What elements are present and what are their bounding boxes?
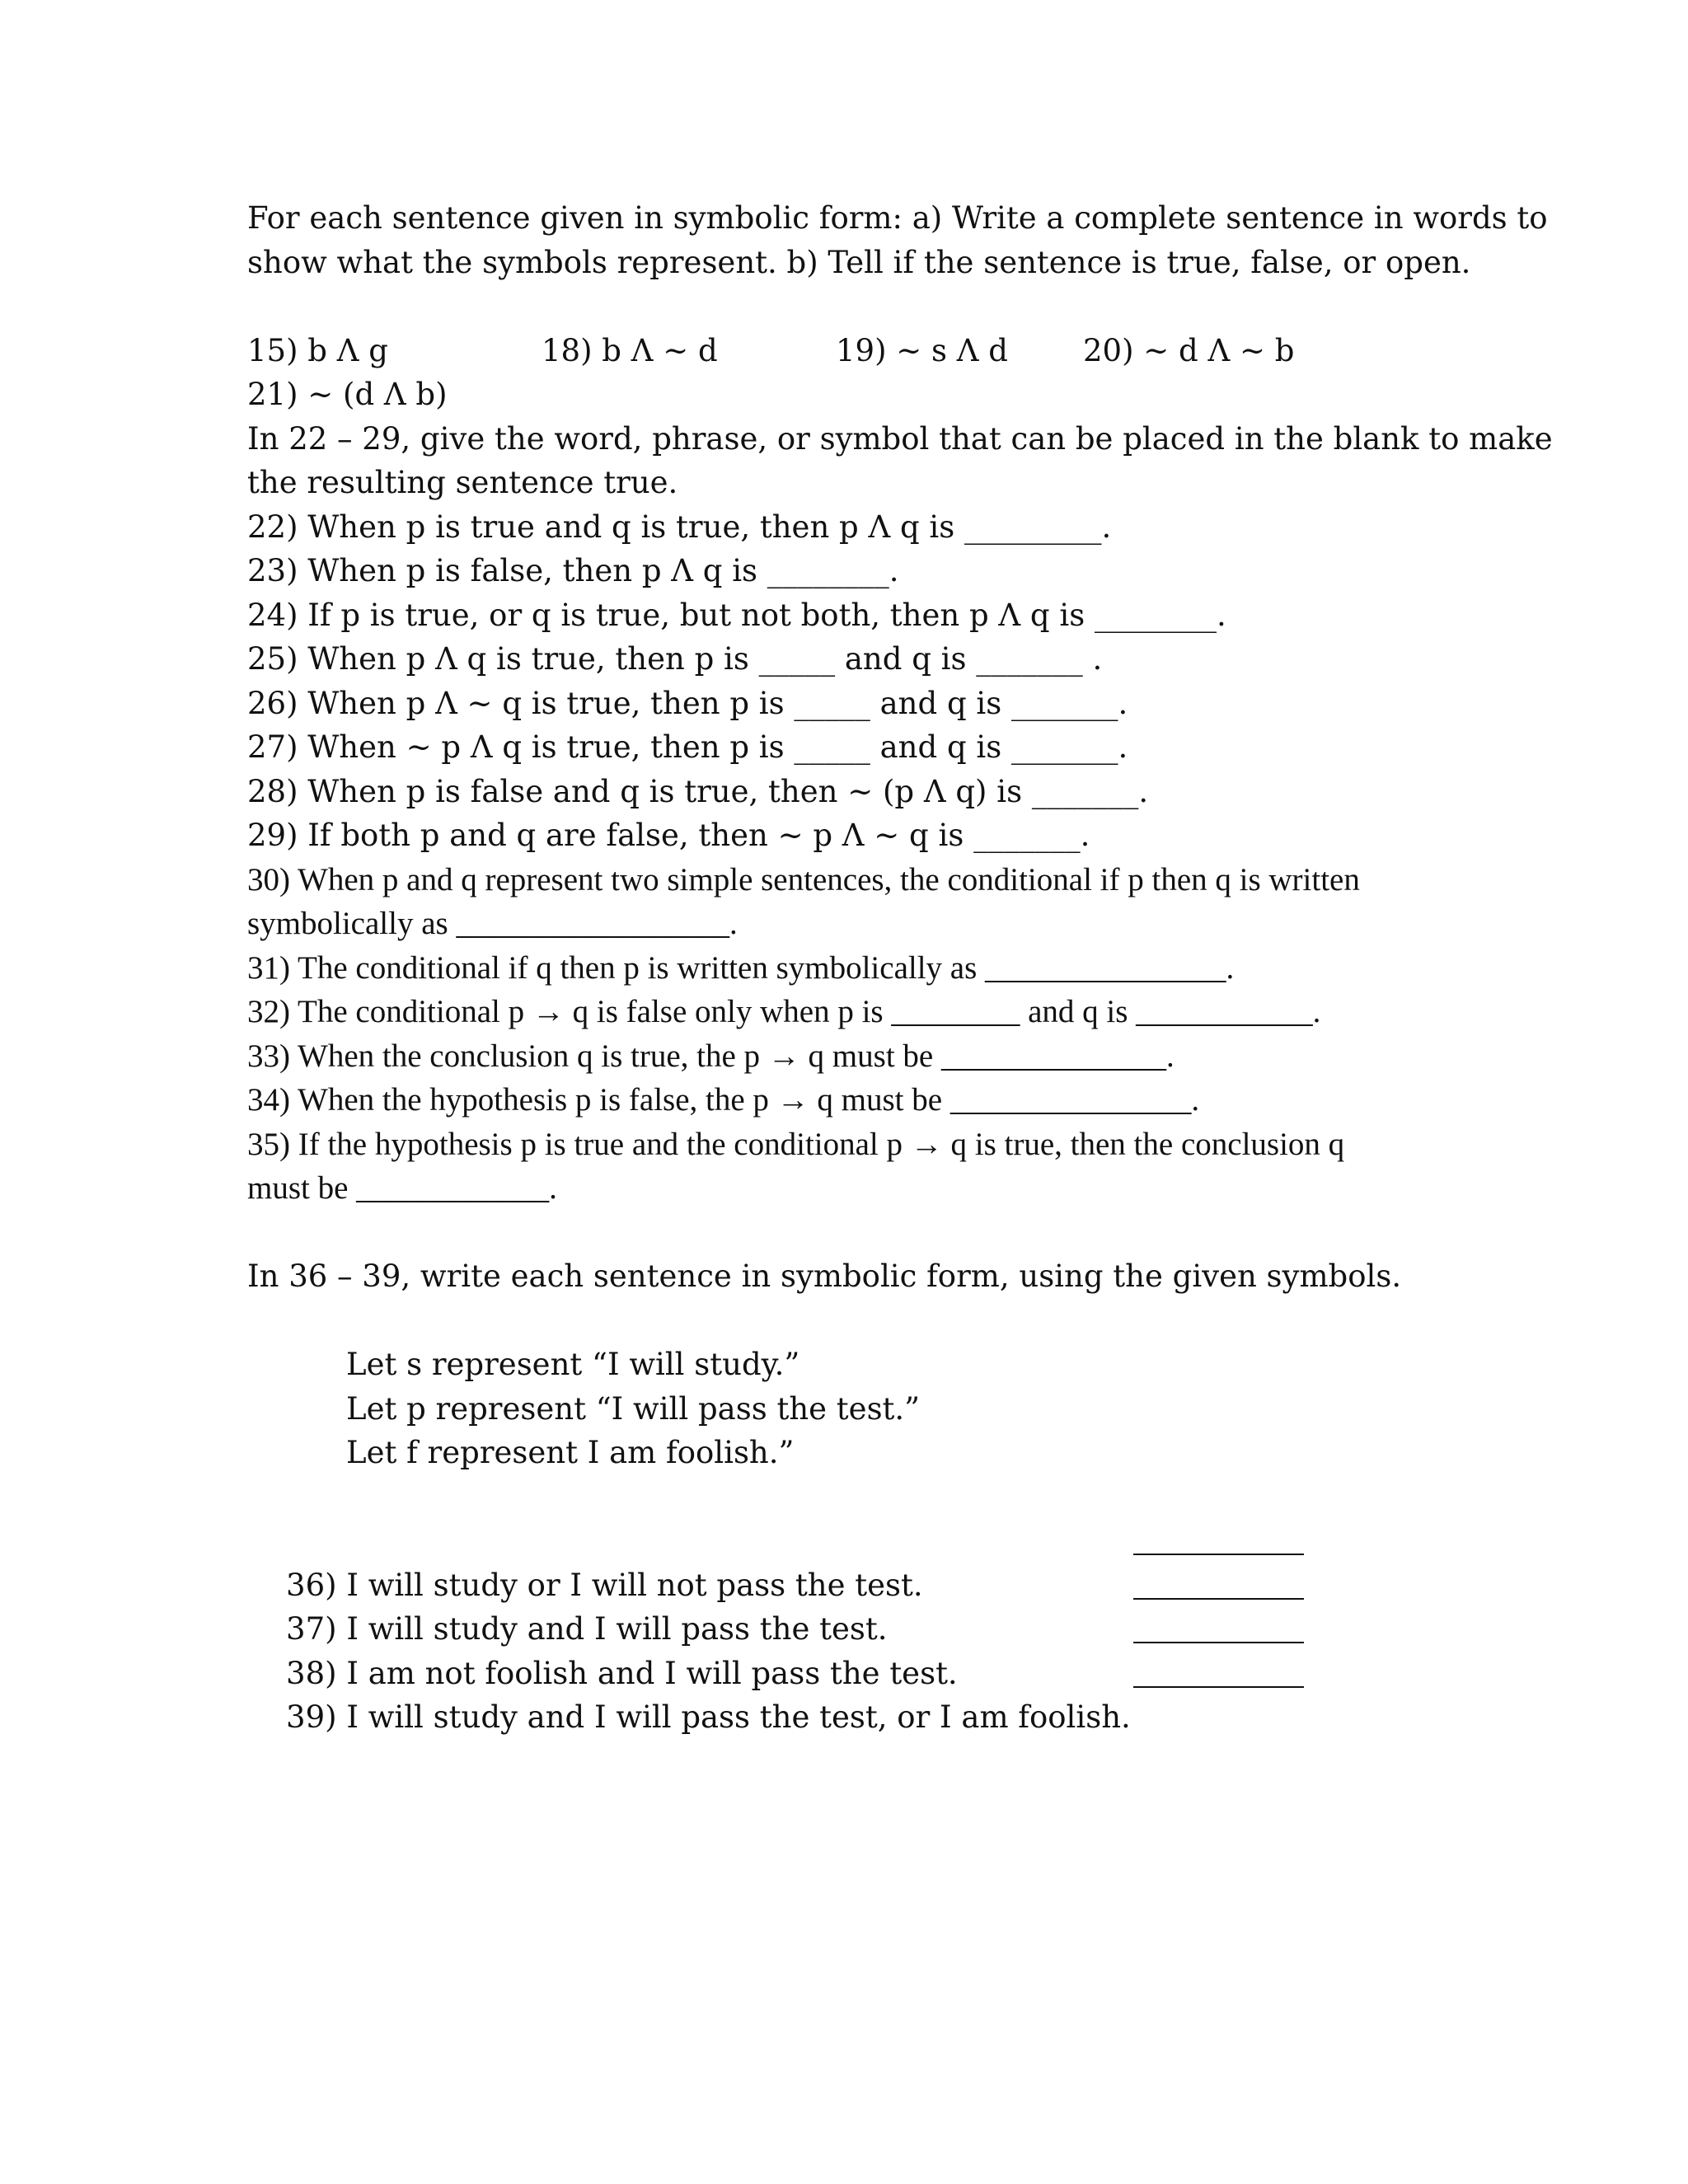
intro-line-1: For each sentence given in symbolic form: a) Write a complete sentence in words to [247, 200, 1548, 236]
answer-blank-38 [1133, 1642, 1304, 1643]
item-36: 36) I will study or I will not pass the test. [286, 1567, 923, 1603]
item-15: 15) b Λ g [247, 332, 388, 368]
section3-intro: In 36 – 39, write each sentence in symbolic form, using the given symbols. [247, 1258, 1402, 1294]
intro-line-2: show what the symbols represent. b) Tell if the sentence is true, false, or open. [247, 244, 1471, 280]
spacer [247, 1475, 1451, 1520]
answer-blank-39 [1133, 1686, 1304, 1688]
section2-intro-line-2: the resulting sentence true. [247, 465, 678, 500]
item-37-row [247, 1563, 1451, 1647]
symbol-definitions [247, 1343, 1451, 1475]
item-24: 24) If p is true, or q is true, but not both, then p Λ q is ________. [247, 597, 1226, 633]
item-38: 38) I am not foolish and I will pass the test. [286, 1655, 958, 1691]
answer-blank-37 [1133, 1598, 1304, 1600]
item-23: 23) When p is false, then p Λ q is ________. [247, 553, 899, 588]
item-22: 22) When p is true and q is true, then p Λ q is _________. [247, 509, 1112, 545]
item-29: 29) If both p and q are false, then ~ p Λ ~ q is _______. [247, 818, 1090, 853]
item-34: 34) When the hypothesis p is false, the p → q must be _______________. [247, 1082, 1200, 1118]
item-37: 37) I will study and I will pass the test. [286, 1611, 888, 1647]
item-27: 27) When ~ p Λ q is true, then p is _____ and q is _______. [247, 729, 1128, 765]
answer-blank-36 [1133, 1554, 1304, 1555]
spacer [247, 1299, 1451, 1343]
item-39-row [247, 1652, 1451, 1735]
item-21: 21) ~ (d Λ b) [247, 377, 448, 412]
item-20: 20) ~ d Λ ~ b [1083, 332, 1295, 368]
let-p-line: Let p represent “I will pass the test.” [346, 1390, 921, 1427]
item-19: 19) ~ s Λ d [836, 332, 1008, 368]
section2-intro-line-1: In 22 – 29, give the word, phrase, or symbol that can be placed in the blank to make [247, 420, 1553, 457]
let-f-line: Let f represent I am foolish.” [346, 1435, 795, 1470]
item-18: 18) b Λ ~ d [542, 332, 718, 368]
item-35-line-1: 35) If the hypothesis p is true and the conditional p → q is true, then the conclusion q [247, 1126, 1345, 1162]
item-39: 39) I will study and I will pass the test, or I am foolish. [286, 1699, 1131, 1735]
item-28: 28) When p is false and q is true, then ~ (p Λ q) is _______. [247, 773, 1149, 809]
item-32: 32) The conditional p → q is false only when p is ________ and q is ___________. [247, 994, 1321, 1029]
worksheet-page [247, 196, 1553, 1735]
item-25: 25) When p Λ q is true, then p is _____ and q is _______ . [247, 641, 1103, 677]
item-31: 31) The conditional if q then p is written symbolically as _______________. [247, 949, 1235, 986]
item-30-line-1: 30) When p and q represent two simple sentences, the conditional if p then q is written [247, 861, 1360, 898]
spacer [247, 1211, 1451, 1255]
spacer [247, 284, 1451, 329]
item-33: 33) When the conclusion q is true, the p → q must be ______________. [247, 1038, 1175, 1074]
item-35-line-2: must be ____________. [247, 1170, 557, 1206]
item-30-line-2: symbolically as _________________. [247, 906, 738, 941]
item-38-row [247, 1607, 1451, 1691]
let-s-line: Let s represent “I will study.” [346, 1347, 800, 1382]
item-26: 26) When p Λ ~ q is true, then p is _____ and q is _______. [247, 685, 1128, 721]
item-36-row [247, 1519, 1451, 1603]
symbolic-items-row [247, 329, 1451, 373]
